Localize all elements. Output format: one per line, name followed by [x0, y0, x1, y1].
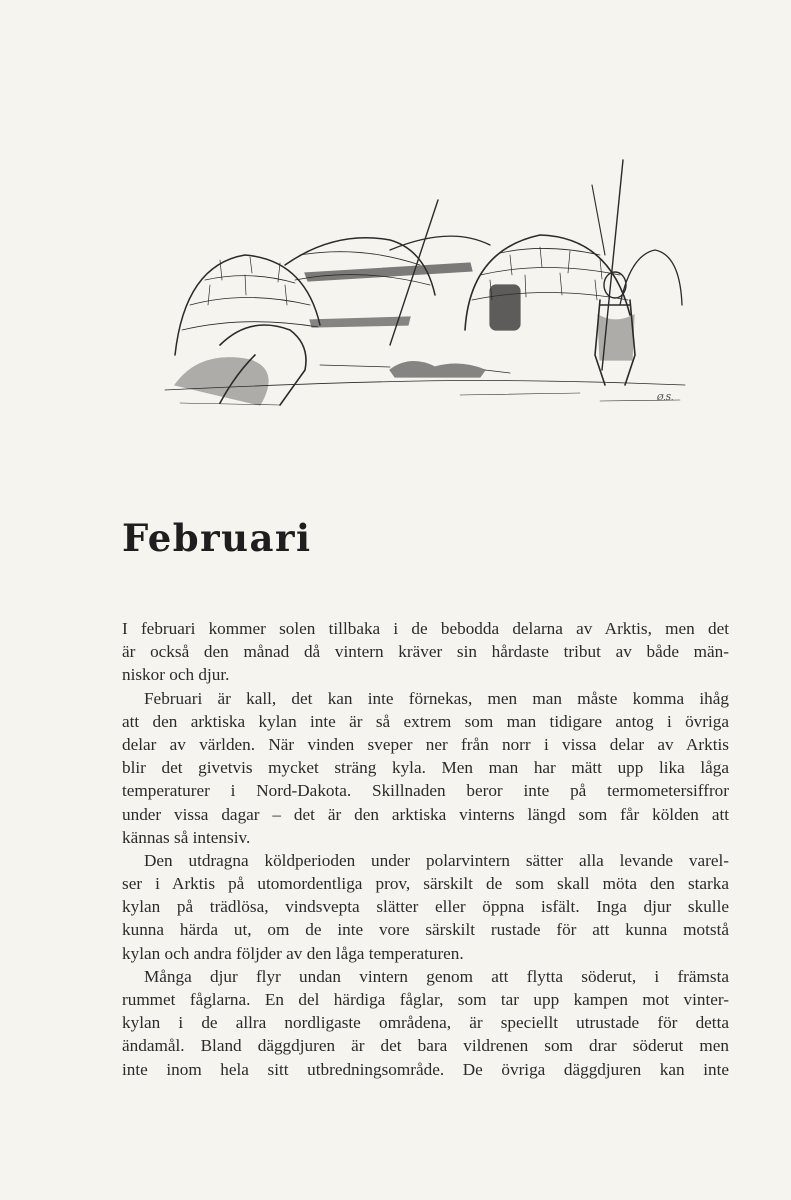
text-line: rummet fåglarna. En del härdiga fåglar, som tar upp kampen mot vinter-: [122, 990, 729, 1009]
text-line: kylan och andra följder av den låga temperaturen.: [122, 943, 464, 963]
chapter-title: Februari: [122, 516, 312, 560]
text-line: är också den månad då vintern kräver sin hårdaste tribut av både män-: [122, 642, 729, 662]
text-line: delar av världen. När vinden sveper ner från norr i vissa delar av Arktis: [122, 734, 729, 754]
text-line: att den arktiska kylan inte är så extrem som man tidigare antog i övriga: [122, 711, 729, 731]
igloo-village-illustration: [160, 155, 690, 420]
text-line: Februari är kall, det kan inte förnekas, men man måste komma ihåg: [144, 688, 729, 708]
text-line: kylan i de allra nordligaste områdena, är speciellt utrustade för detta: [122, 1013, 729, 1033]
paragraph: [122, 687, 729, 849]
text-line: temperaturer i Nord-Dakota. Skillnaden beror inte på termometersiffror: [122, 781, 729, 801]
paragraph: [122, 849, 729, 965]
text-line: inte inom hela sitt utbredningsområde. De övriga däggdjuren kan inte: [122, 1059, 729, 1079]
text-line: ändamål. Bland däggdjuren är det bara vildrenen som drar söderut men: [122, 1036, 729, 1056]
paragraph: [122, 965, 729, 1081]
text-line: blir det givetvis mycket sträng kyla. Men man har mätt upp lika låga: [122, 758, 729, 778]
text-line: kännas så intensiv.: [122, 827, 251, 847]
text-line: Den utdragna köldperioden under polarvintern sätter alla levande varel-: [144, 850, 729, 870]
text-line: niskor och djur.: [122, 665, 230, 685]
text-line: ser i Arktis på utomordentliga prov, särskilt de som skall möta den starka: [122, 874, 729, 894]
igloo-drawing: [160, 155, 690, 420]
body-text: [122, 617, 729, 1081]
paragraph: [122, 617, 729, 687]
text-line: Många djur flyr undan vintern genom att flytta söderut, i främsta: [144, 966, 729, 986]
text-line: under vissa dagar – det är den arktiska vinterns längd som får kölden att: [122, 804, 729, 824]
text-line: I februari kommer solen tillbaka i de bebodda delarna av Arktis, men det: [122, 619, 729, 638]
illustration-signature: Ø.S.: [657, 393, 674, 402]
text-line: kylan på trädlösa, vindsvepta slätter eller öppna isfält. Inga djur skulle: [122, 897, 729, 917]
text-line: kunna härda ut, om de inte vore särskilt rustade för att kunna motstå: [122, 920, 729, 940]
